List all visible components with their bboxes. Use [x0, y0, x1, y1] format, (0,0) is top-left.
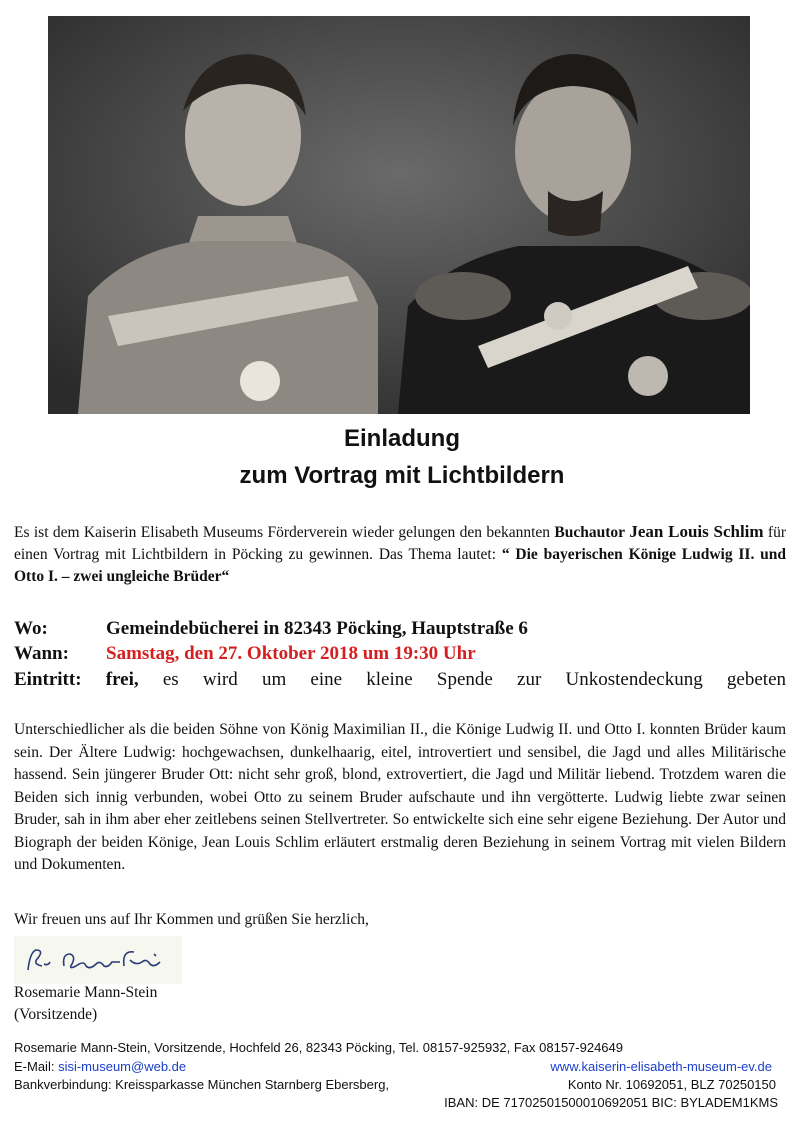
- info-where: [14, 618, 786, 640]
- entry-free: frei,: [105, 669, 139, 690]
- portrait-photo-image: [48, 16, 750, 414]
- info-entry: [14, 669, 786, 691]
- title-einladung: Einladung: [344, 425, 460, 452]
- footer-contact: [14, 1059, 786, 1074]
- signer-role: (Vorsitzende): [14, 1006, 98, 1023]
- footer-address: Rosemarie Mann-Stein, Vorsitzende, Hochfeld 26, 82343 Pöcking, Tel. 08157-925932, Fax 08157-924649: [14, 1040, 623, 1055]
- intro-text-2: für einen Vortrag mit Lichtbildern in Pöcking zu gewinnen. Das Thema lautet:: [14, 524, 786, 563]
- email-link[interactable]: sisi-museum@web.de: [58, 1059, 187, 1074]
- email-label: E-Mail:: [14, 1059, 59, 1074]
- signer-name: Rosemarie Mann-Stein: [14, 984, 158, 1001]
- where-value: Gemeindebücherei in 82343 Pöcking, Hauptstraße 6: [106, 618, 528, 639]
- portrait-photo: [48, 16, 750, 414]
- body-paragraph: Unterschiedlicher als die beiden Söhne von König Maximilian II., die Könige Ludwig II. und Otto I. konnten Brüder kaum sein. Der Ältere Ludwig: hochgewachsen, dunkelhaarig, eitel, introvertiert und sensibel, die Jagd und alles Militärische hassend. Sein jüngerer Bruder Ott: nicht sehr groß, blond, extrovertiert, die Jagd und Militär liebend. Trotzdem waren die Beiden sich innig verbunden, wobei Otto zu seinem Bruder aufschaute und ihn vergötterte. Ludwig liebte zwar seinen Bruder, sah in ihm aber eher zeitlebens seinen Stellvertreter. So entwickelte sich eine sehr eigene Beziehung. Der Autor und Biograph der beiden Könige, Jean Louis Schlim erläutert erstmalig deren Beziehung in seinem Vortrag mit vielen Bildern und Dokumenten.: [14, 721, 786, 873]
- intro-text-1: Es ist dem Kaiserin Elisabeth Museums Förderverein wieder gelungen den bekannten: [14, 524, 555, 541]
- author-name: Jean Louis Schlim: [629, 522, 764, 541]
- bank-account: Konto Nr. 10692051, BLZ 70250150: [567, 1077, 776, 1092]
- entry-text: es wird um eine kleine Spende zur Unkostendeckung gebeten: [138, 669, 787, 690]
- handwritten-signature: [14, 936, 182, 984]
- website-link[interactable]: www.kaiserin-elisabeth-museum-ev.de: [550, 1059, 772, 1074]
- footer-iban: IBAN: DE 71702501500010692051 BIC: BYLADEM1KMS: [444, 1095, 778, 1110]
- intro-buchautor: Buchautor: [554, 524, 626, 541]
- title-subtitle: zum Vortrag mit Lichtbildern: [239, 462, 565, 489]
- entry-label: Eintritt:: [14, 669, 82, 690]
- when-label: Wann:: [14, 643, 69, 664]
- where-label: Wo:: [14, 618, 48, 639]
- info-when: [14, 643, 786, 665]
- greeting: Wir freuen uns auf Ihr Kommen und grüßen Sie herzlich,: [14, 911, 369, 928]
- signature-image: [14, 936, 182, 984]
- when-value: Samstag, den 27. Oktober 2018 um 19:30 Uhr: [106, 643, 476, 664]
- lecture-theme: “ Die bayerischen Könige Ludwig II. und Otto I. – zwei ungleiche Brüder“: [14, 546, 787, 585]
- footer-bank: [14, 1077, 786, 1092]
- intro-paragraph: [14, 521, 786, 588]
- bank-name: Bankverbindung: Kreissparkasse München Starnberg Ebersberg,: [14, 1077, 390, 1092]
